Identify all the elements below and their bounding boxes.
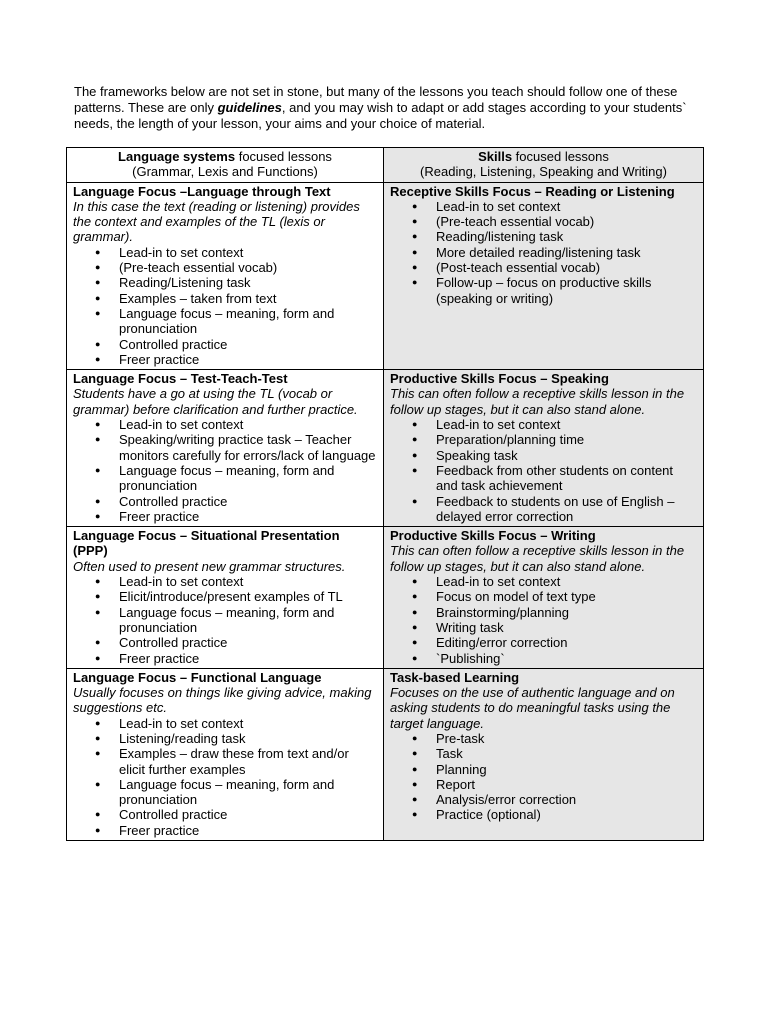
intro-text-before: The frameworks below are not set in stone, but many of the lessons you teach should follow one of these patterns. These are only: [74, 84, 678, 115]
header-right-rest: focused lessons: [512, 149, 609, 164]
stage-list-item: ● Controlled practice: [119, 494, 377, 509]
lesson-framework-cell: [384, 527, 704, 669]
stage-list: [390, 417, 697, 524]
stage-list: [390, 574, 697, 666]
stage-list-item: ● Planning: [436, 762, 697, 777]
stage-list-item: ● Freer practice: [119, 823, 377, 838]
stage-list: [73, 716, 377, 838]
header-skills: [384, 148, 704, 183]
stage-list-item: ● Elicit/introduce/present examples of TL: [119, 589, 377, 604]
stage-list-item: ● Reading/listening task: [436, 229, 697, 244]
stage-list-item: ● Listening/reading task: [119, 731, 377, 746]
lesson-framework-cell: [384, 370, 704, 527]
stage-list-item: ● Task: [436, 746, 697, 761]
framework-description: Students have a go at using the TL (vocab or grammar) before clarification and further practice.: [73, 386, 358, 417]
stage-list-item: ● Feedback from other students on content and task achievement: [436, 463, 697, 494]
table-body: [67, 182, 704, 840]
stage-list-item: ● Lead-in to set context: [436, 199, 697, 214]
stage-list-item: ● (Post-teach essential vocab): [436, 260, 697, 275]
stage-list-item: ● Follow-up – focus on productive skills (speaking or writing): [436, 275, 697, 306]
stage-list-item: ● Language focus – meaning, form and pronunciation: [119, 605, 377, 636]
stage-list: [73, 574, 377, 666]
stage-list-item: ● Freer practice: [119, 509, 377, 524]
stage-list-item: ● Controlled practice: [119, 337, 377, 352]
stage-list-item: ● Speaking/writing practice task – Teacher monitors carefully for errors/lack of language: [119, 432, 377, 463]
stage-list-item: ● Language focus – meaning, form and pronunciation: [119, 777, 377, 808]
stage-list-item: ● Examples – taken from text: [119, 291, 377, 306]
lesson-framework-cell: [384, 182, 704, 370]
header-left-bold: Language systems: [118, 149, 236, 164]
stage-list-item: ● Report: [436, 777, 697, 792]
framework-title: Receptive Skills Focus – Reading or Listening: [390, 183, 675, 199]
stage-list-item: ● Lead-in to set context: [119, 716, 377, 731]
stage-list-item: ● (Pre-teach essential vocab): [436, 214, 697, 229]
framework-title: Task-based Learning: [390, 669, 520, 685]
stage-list-item: ● Focus on model of text type: [436, 589, 697, 604]
frameworks-table: [66, 147, 704, 841]
stage-list-item: ● Freer practice: [119, 352, 377, 367]
stage-list-item: ● Reading/Listening task: [119, 275, 377, 290]
stage-list-item: ● Lead-in to set context: [119, 417, 377, 432]
stage-list-item: ● Lead-in to set context: [436, 417, 697, 432]
stage-list-item: ● Feedback to students on use of English – delayed error correction: [436, 494, 697, 525]
stage-list-item: ● Analysis/error correction: [436, 792, 697, 807]
framework-title: Productive Skills Focus – Speaking: [390, 371, 609, 387]
stage-list-item: ● Pre-task: [436, 731, 697, 746]
lesson-framework-cell: [384, 668, 704, 840]
framework-title: Language Focus – Test-Teach-Test: [73, 371, 288, 387]
stage-list-item: ● Speaking task: [436, 448, 697, 463]
stage-list-item: ● Editing/error correction: [436, 635, 697, 650]
intro-paragraph: [74, 84, 704, 132]
header-language-systems: [67, 148, 384, 183]
stage-list-item: ● `Publishing`: [436, 651, 697, 666]
framework-description: Often used to present new grammar structures.: [73, 558, 346, 574]
lesson-framework-cell: [67, 668, 384, 840]
table-row: [67, 668, 704, 840]
stage-list-item: ● Practice (optional): [436, 807, 697, 822]
lesson-framework-cell: [67, 182, 384, 370]
framework-description: This can often follow a receptive skills lesson in the follow up stages, but it can also stand alone.: [390, 386, 685, 417]
lesson-framework-cell: [67, 370, 384, 527]
stage-list-item: ● Lead-in to set context: [119, 574, 377, 589]
stage-list-item: ● (Pre-teach essential vocab): [119, 260, 377, 275]
header-row: [67, 148, 704, 183]
lesson-framework-cell: [67, 527, 384, 669]
stage-list-item: ● Freer practice: [119, 651, 377, 666]
table-row: [67, 527, 704, 669]
header-right-bold: Skills: [478, 149, 513, 164]
stage-list-item: ● Controlled practice: [119, 807, 377, 822]
framework-description: Focuses on the use of authentic language and on asking students to do meaningful tasks using the target language.: [390, 685, 675, 731]
stage-list-item: ● More detailed reading/listening task: [436, 245, 697, 260]
stage-list-item: ● Examples – draw these from text and/or elicit further examples: [119, 746, 377, 777]
framework-title: Language Focus –Language through Text: [73, 183, 331, 199]
stage-list-item: ● Language focus – meaning, form and pronunciation: [119, 463, 377, 494]
stage-list-item: ● Controlled practice: [119, 635, 377, 650]
framework-description: In this case the text (reading or listening) provides the context and examples of the TL (lexis or grammar).: [73, 198, 360, 245]
header-left-rest: focused lessons: [235, 149, 332, 164]
intro-text-after: , and you may wish to adapt or add stages according to your students` needs, the length of your lesson, your aims and your choice of material.: [74, 100, 687, 131]
stage-list-item: ● Preparation/planning time: [436, 432, 697, 447]
table-row: [67, 370, 704, 527]
stage-list: [390, 731, 697, 823]
stage-list: [390, 199, 697, 306]
header-right-sub: (Reading, Listening, Speaking and Writing): [420, 164, 667, 180]
stage-list-item: ● Brainstorming/planning: [436, 605, 697, 620]
header-left-sub: (Grammar, Lexis and Functions): [132, 164, 318, 180]
stage-list-item: ● Writing task: [436, 620, 697, 635]
stage-list-item: ● Language focus – meaning, form and pronunciation: [119, 306, 377, 337]
stage-list-item: ● Lead-in to set context: [119, 245, 377, 260]
stage-list: [73, 417, 377, 524]
framework-title: Language Focus – Situational Presentation (PPP): [73, 528, 340, 559]
framework-description: Usually focuses on things like giving advice, making suggestions etc.: [73, 685, 372, 716]
framework-title: Language Focus – Functional Language: [73, 669, 322, 685]
framework-description: This can often follow a receptive skills lesson in the follow up stages, but it can also stand alone.: [390, 543, 685, 574]
stage-list: [73, 245, 377, 367]
intro-emphasis: guidelines: [217, 100, 282, 115]
framework-title: Productive Skills Focus – Writing: [390, 528, 596, 544]
table-row: [67, 182, 704, 370]
stage-list-item: ● Lead-in to set context: [436, 574, 697, 589]
